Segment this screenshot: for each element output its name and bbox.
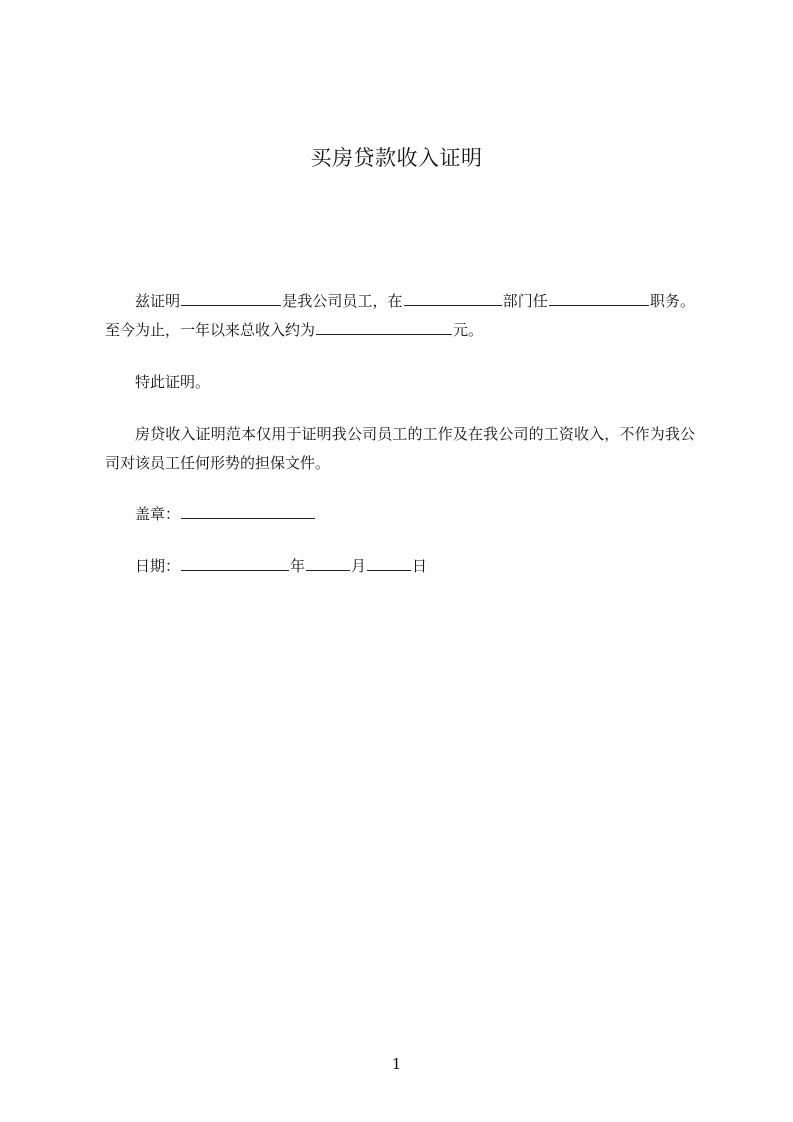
certification-paragraph [105,287,695,345]
seal-blank[interactable] [181,504,315,519]
income-blank[interactable] [316,320,452,335]
seal-label: 盖章： [135,505,181,523]
year-label: 年 [290,557,306,575]
page-number: 1 [391,1055,402,1073]
cert-text-2: 是我公司员工，在 [282,292,403,310]
department-blank[interactable] [404,291,502,306]
disclaimer-paragraph: 房贷收入证明范本仅用于证明我公司员工的工作及在我公司的工资收入，不作为我公司对该员工任何形势的担保文件。 [105,425,695,472]
day-label: 日 [412,557,428,575]
employee-name-blank[interactable] [181,291,281,306]
month-label: 月 [351,557,367,575]
cert-text-1: 兹证明 [135,292,181,310]
year-blank[interactable] [181,556,289,571]
month-blank[interactable] [306,556,350,571]
seal-line [105,500,695,529]
document-title: 买房贷款收入证明 [310,146,483,170]
date-label: 日期： [135,557,181,575]
cert-text-4: 职务。至今为止，一年以来总收入约为 [105,292,695,339]
hereby-certify-paragraph: 特此证明。 [135,373,211,391]
cert-text-5: 元。 [453,321,484,339]
position-blank[interactable] [549,291,649,306]
date-line [105,552,695,581]
day-blank[interactable] [367,556,411,571]
cert-text-3: 部门任 [502,292,548,310]
